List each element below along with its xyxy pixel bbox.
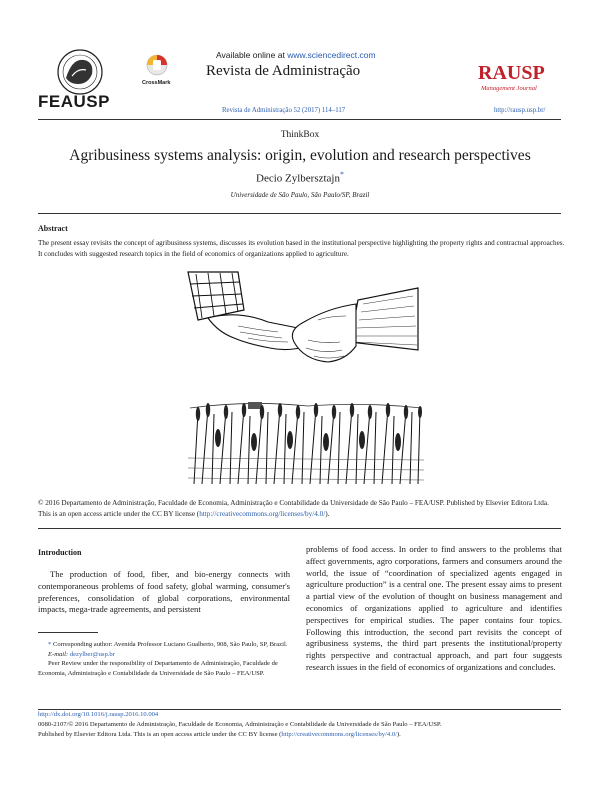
- introduction-paragraph-right: problems of food access. In order to find answers to the problems that affect governments, agro corporations, farmers and consumers around the world, the issue of “coordination of specialized agents engaged in agriculture production” is a central one. The present essay aims to present a partial view of the evolution of thought on business management and economics of organizations applied to agriculture and identifies perspectives for empirical studies. The paper contains four topics. Following this introduction, the second part revisits the concept of agribusiness systems, the third part presents the institutional/property rights perspective and contractual approach, and part four suggests research issues in the field of economics of organizations and concludes.: [306, 544, 562, 672]
- crossmark-icon[interactable]: [146, 54, 168, 80]
- available-online: [216, 50, 376, 60]
- journal-url[interactable]: http://rausp.usp.br/: [494, 107, 546, 114]
- footer-divider: [38, 709, 561, 710]
- footer-line-2: Published by Elsevier Editora Ltda. This is an open access article under the CC BY license (http://creativecommons.org/licenses/by/4.0/).: [38, 730, 401, 738]
- footer-cc-link[interactable]: http://creativecommons.org/licenses/by/4.0/: [281, 730, 397, 738]
- peer-review-note: Peer Review under the responsibility of Departamento de Administração, Faculdade de Economia, Administração e Contabilidade da Universidade de São Paulo – FEA/USP.: [38, 660, 278, 677]
- crossmark-label: CrossMark: [142, 80, 171, 86]
- footer-line-1: 0080-2107/© 2016 Departamento de Administração, Faculdade de Economia, Administração e Contabilidade da Universidade de São Paulo – FEA/USP.: [38, 721, 442, 728]
- footnote-mark: *: [48, 641, 53, 648]
- introduction-heading: Introduction: [38, 548, 82, 557]
- rausp-logo: RAUSP: [478, 62, 545, 84]
- copyright-text: © 2016 Departamento de Administração, Faculdade de Economia, Administração e Contabilidade da Universidade de São Paulo – FEA/USP. Published by Elsevier Editora Ltda. This is an open access article under the CC BY license (: [38, 499, 549, 518]
- email-line: E-mail: dezylber@usp.br: [48, 650, 115, 658]
- corresponding-author-note: * Corresponding author: Avenida Professor Luciano Gualberto, 908, São Paulo, SP, Brazil.: [48, 641, 288, 648]
- author-footnote-mark[interactable]: *: [340, 170, 344, 179]
- available-prefix: Available online at: [216, 50, 285, 60]
- footnotes: [38, 640, 290, 678]
- author-email-link[interactable]: dezylber@usp.br: [69, 650, 115, 658]
- feausp-logo: FEAUSP: [38, 92, 110, 111]
- affiliation: Universidade de São Paulo, São Paulo/SP, Brazil: [230, 191, 370, 199]
- handshake-illustration: [178, 270, 428, 380]
- author-line: [0, 170, 600, 185]
- doi-link[interactable]: http://dx.doi.org/10.1016/j.rausp.2016.10.004: [38, 711, 159, 718]
- sciencedirect-link[interactable]: www.sciencedirect.com: [287, 50, 376, 60]
- journal-citation[interactable]: Revista de Administração 52 (2017) 114–117: [222, 107, 346, 114]
- footnote-divider: [38, 632, 98, 633]
- cc-license-link[interactable]: http://creativecommons.org/licenses/by/4.0/: [199, 510, 326, 518]
- abstract-divider: [38, 528, 561, 529]
- header-divider: [38, 119, 561, 120]
- journal-title: Revista de Administração: [206, 63, 361, 79]
- introduction-paragraph-left: The production of food, fiber, and bio-energy connects with contemporaneous problems of food safety, global warming, consumer's preferences, consolidation of global corporations, environmental impacts, mega-trade agreements, and persistent: [38, 569, 290, 615]
- abstract-heading: Abstract: [38, 224, 68, 233]
- wheat-field-illustration: [188, 398, 424, 486]
- article-title: Agribusiness systems analysis: origin, evolution and research perspectives: [69, 147, 531, 164]
- section-label: ThinkBox: [280, 130, 320, 140]
- copyright-end: ).: [325, 510, 330, 518]
- feausp-seal-icon: [52, 48, 108, 96]
- author-name: Decio Zylbersztajn: [256, 172, 340, 185]
- footer-copyright: [38, 720, 561, 740]
- title-divider: [38, 213, 561, 214]
- copyright-notice: [38, 498, 558, 520]
- abstract-text: The present essay revisits the concept of agribusiness systems, discusses its evolution based in the institutional perspective highlighting the property rights and contractual approaches. It concludes with suggested research topics in the field of economics of organizations applied to agriculture.: [38, 239, 565, 258]
- rausp-logo-sub: Management Journal: [481, 85, 537, 92]
